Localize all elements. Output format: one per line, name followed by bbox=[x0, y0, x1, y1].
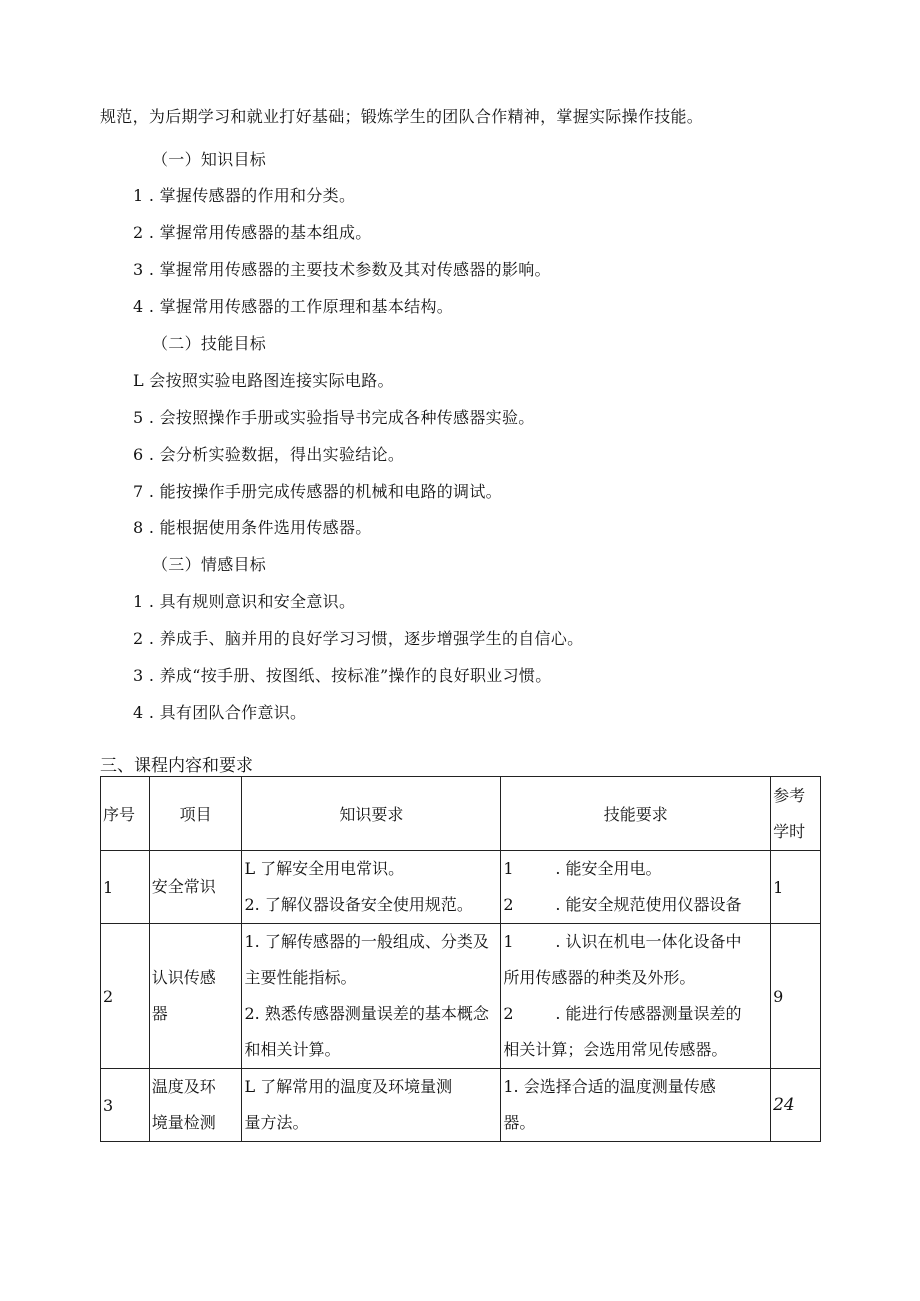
skill-line: 1. 会选择合适的温度测量传感 bbox=[503, 1077, 716, 1096]
knowledge-line: L 了解安全用电常识。 bbox=[244, 859, 405, 878]
row-item-line: 境量检测 bbox=[151, 1113, 216, 1132]
skill-number: 1 bbox=[503, 932, 514, 951]
header-hours-line: 学时 bbox=[773, 821, 806, 841]
row-item bbox=[149, 851, 242, 924]
row-item bbox=[149, 1069, 242, 1142]
emotion-goal-item: 1 . 具有规则意识和安全意识。 bbox=[133, 592, 356, 611]
skill-text: . 能安全规范使用仪器设备 bbox=[555, 895, 742, 914]
table-row bbox=[101, 851, 821, 924]
knowledge-goal-item: 4 . 掌握常用传感器的工作原理和基本结构。 bbox=[133, 297, 454, 316]
skill-number: 2 bbox=[503, 895, 514, 914]
row-hours: 24 bbox=[771, 1069, 821, 1142]
skill-line bbox=[503, 887, 768, 923]
skill-goal-item: 6 . 会分析实验数据，得出实验结论。 bbox=[133, 445, 405, 464]
skill-line: 所用传感器的种类及外形。 bbox=[503, 968, 696, 987]
row-hours: 1 bbox=[771, 851, 821, 924]
skill-goal-item: L 会按照实验电路图连接实际电路。 bbox=[133, 371, 394, 390]
knowledge-line: 和相关计算。 bbox=[244, 1040, 341, 1059]
emotion-goal-item: 2 . 养成手、脑并用的良好学习习惯，逐步增强学生的自信心。 bbox=[133, 629, 584, 648]
skill-goal-item: 8 . 能根据使用条件选用传感器。 bbox=[133, 518, 372, 537]
skill-line bbox=[503, 851, 768, 887]
skill-line bbox=[503, 996, 768, 1032]
skill-line bbox=[503, 924, 768, 960]
emotion-goal-item: 3 . 养成“按手册、按图纸、按标准”操作的良好职业习惯。 bbox=[133, 666, 552, 685]
section-title: 三、课程内容和要求 bbox=[100, 756, 253, 776]
emotion-goal-item: 4 . 具有团队合作意识。 bbox=[133, 703, 307, 722]
skill-goal-item: 5 . 会按照操作手册或实验指导书完成各种传感器实验。 bbox=[133, 408, 535, 427]
skill-goal-item: 7 . 能按操作手册完成传感器的机械和电路的调试。 bbox=[133, 482, 502, 501]
row-item-line: 温度及环 bbox=[151, 1077, 216, 1096]
knowledge-line: 2. 熟悉传感器测量误差的基本概念 bbox=[244, 1004, 489, 1023]
row-knowledge bbox=[242, 924, 501, 1069]
row-item-line: 器 bbox=[151, 1004, 168, 1023]
knowledge-line: 1. 了解传感器的一般组成、分类及 bbox=[244, 932, 489, 951]
emotion-goals-heading: （三）情感目标 bbox=[152, 555, 267, 574]
header-hours-line: 参考 bbox=[773, 785, 806, 805]
knowledge-line: 主要性能指标。 bbox=[244, 968, 357, 987]
knowledge-goals-heading: （一）知识目标 bbox=[152, 150, 267, 169]
skill-text: . 认识在机电一体化设备中 bbox=[555, 932, 742, 951]
skill-text: . 能安全用电。 bbox=[555, 859, 662, 878]
row-knowledge bbox=[242, 1069, 501, 1142]
header-item: 项目 bbox=[149, 777, 242, 851]
row-skill bbox=[501, 924, 771, 1069]
row-seq: 3 bbox=[101, 1069, 150, 1142]
row-seq: 2 bbox=[101, 924, 150, 1069]
header-seq: 序号 bbox=[101, 777, 150, 851]
table-header-row bbox=[101, 777, 821, 851]
knowledge-goal-item: 1 . 掌握传感器的作用和分类。 bbox=[133, 186, 356, 205]
knowledge-goal-item: 2 . 掌握常用传感器的基本组成。 bbox=[133, 223, 372, 242]
skill-goals-heading: （二）技能目标 bbox=[152, 334, 267, 353]
row-hours: 9 bbox=[771, 924, 821, 1069]
knowledge-line: L 了解常用的温度及环境量测 bbox=[244, 1077, 453, 1096]
course-content-table bbox=[100, 776, 821, 1142]
intro-paragraph: 规范，为后期学习和就业打好基础；锻炼学生的团队合作精神，掌握实际操作技能。 bbox=[100, 107, 704, 126]
knowledge-goal-item: 3 . 掌握常用传感器的主要技术参数及其对传感器的影响。 bbox=[133, 260, 551, 279]
row-seq: 1 bbox=[101, 851, 150, 924]
table-row bbox=[101, 1069, 821, 1142]
header-skill: 技能要求 bbox=[501, 777, 771, 851]
row-skill bbox=[501, 851, 771, 924]
knowledge-line: 2. 了解仪器设备安全使用规范。 bbox=[244, 895, 473, 914]
row-skill bbox=[501, 1069, 771, 1142]
table-row bbox=[101, 924, 821, 1069]
row-item bbox=[149, 924, 242, 1069]
knowledge-line: 量方法。 bbox=[244, 1113, 309, 1132]
row-knowledge bbox=[242, 851, 501, 924]
skill-line: 相关计算；会选用常见传感器。 bbox=[503, 1040, 728, 1059]
skill-number: 1 bbox=[503, 859, 514, 878]
skill-line: 器。 bbox=[503, 1113, 536, 1132]
skill-text: . 能进行传感器测量误差的 bbox=[555, 1004, 742, 1023]
row-item-line: 认识传感 bbox=[151, 968, 216, 987]
header-knowledge: 知识要求 bbox=[242, 777, 501, 851]
skill-number: 2 bbox=[503, 1004, 514, 1023]
header-hours bbox=[771, 777, 821, 851]
row-item-line: 安全常识 bbox=[151, 877, 216, 896]
